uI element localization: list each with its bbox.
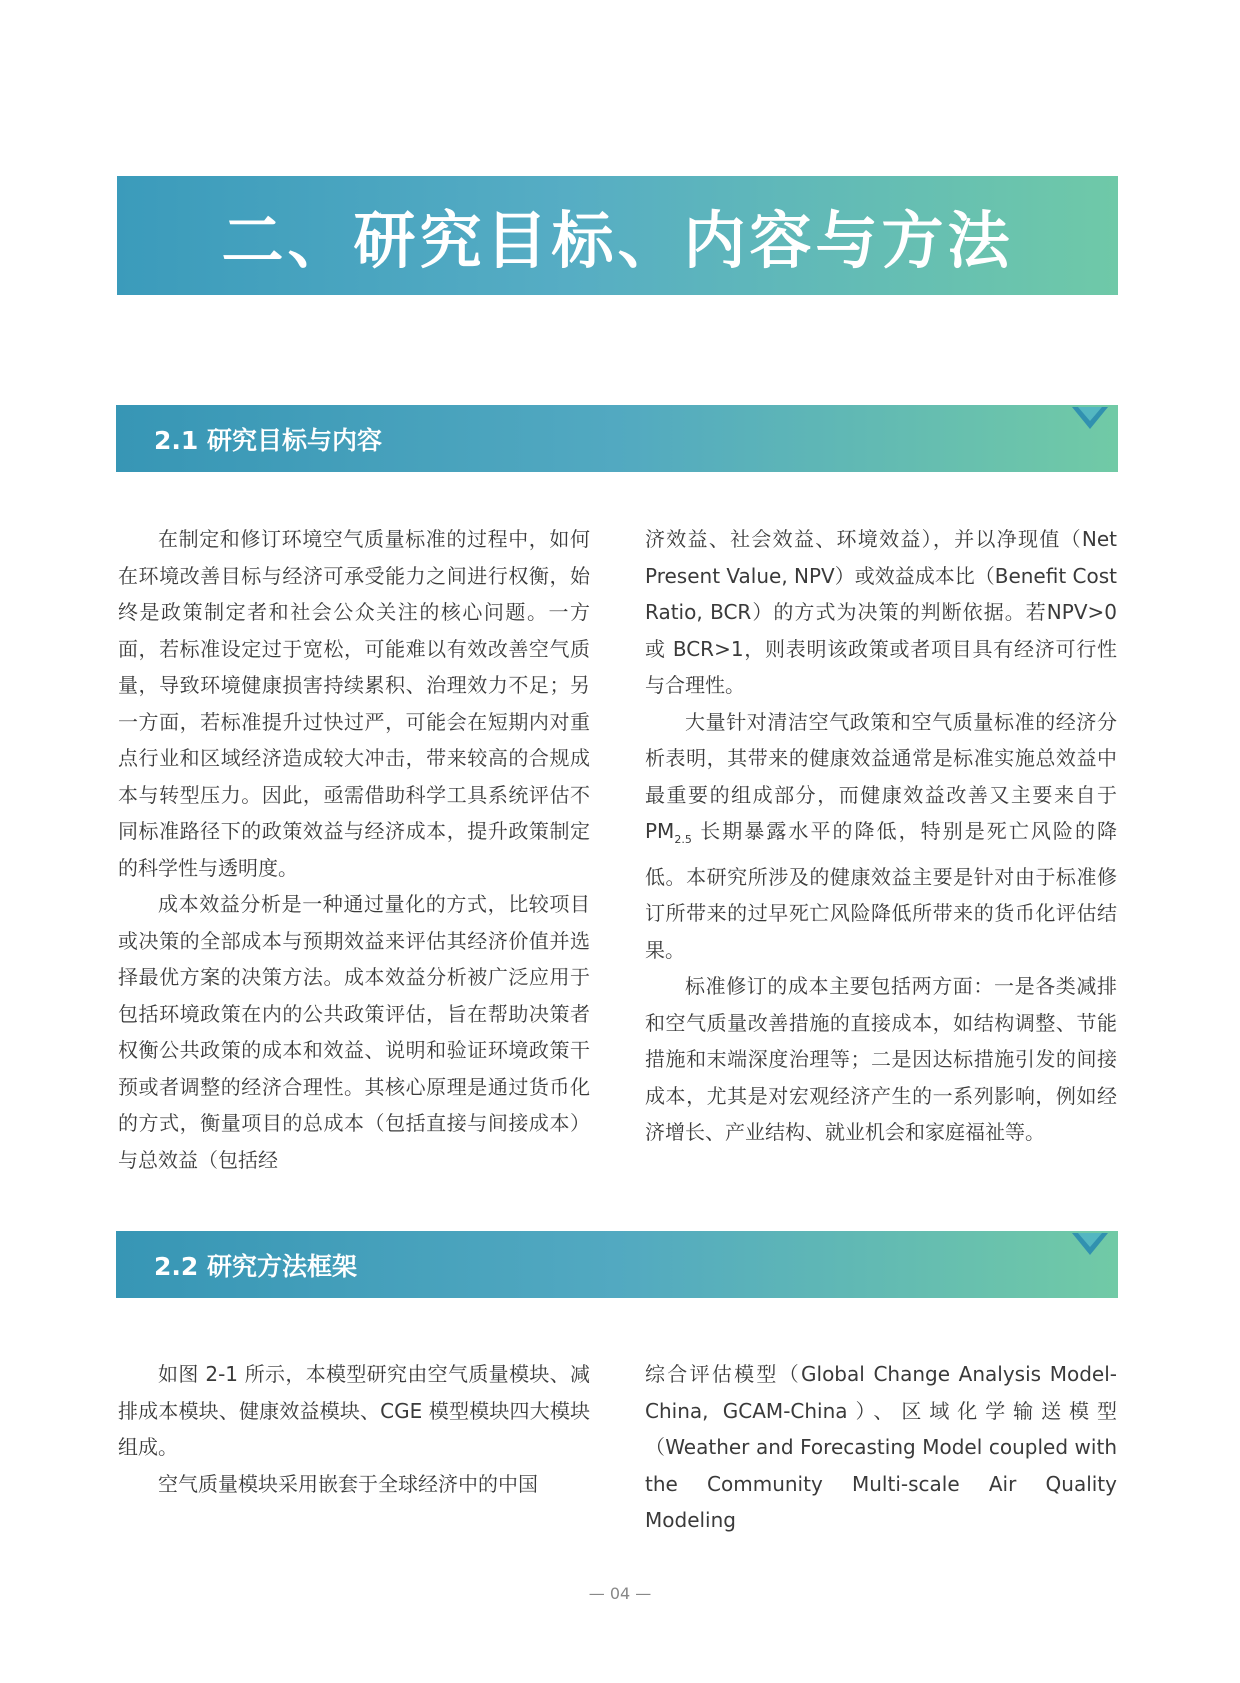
section2-left-column [118,1356,590,1502]
paragraph: 在制定和修订环境空气质量标准的过程中，如何在环境改善目标与经济可承受能力之间进行权衡，始终是政策制定者和社会公众关注的核心问题。一方面，若标准设定过于宽松，可能难以有效改善空气质量，导致环境健康损害持续累积、治理效力不足；另一方面，若标准提升过快过严，可能会在短期内对重点行业和区域经济造成较大冲击，带来较高的合规成本与转型压力。因此，亟需借助科学工具系统评估不同标准路径下的政策效益与经济成本，提升政策制定的科学性与透明度。 [118,527,590,880]
triangle-marker-icon [1070,405,1110,431]
section1-right-column [645,521,1117,1151]
paragraph: 济效益、社会效益、环境效益），并以净现值（Net Present Value, NPV）或效益成本比（Benefit Cost Ratio, BCR）的方式为决策的判断依据。若NPV>0 或 BCR>1，则表明该政策或者项目具有经济可行性与合理性。 [645,527,1118,697]
chapter-banner [117,176,1118,295]
paragraph: 大量针对清洁空气政策和空气质量标准的经济分析表明，其带来的健康效益通常是标准实施总效益中最重要的组成部分，而健康效益改善又主要来自于 $PM_{2.5}$ 长期暴露水平的降低，特别是死亡风险的降低。本研究所涉及的健康效益主要是针对由于标准修订所带来的过早死亡风险降低所带来的货币化评估结果。 [645,709,1117,962]
section2-right-column [645,1356,1117,1539]
page-number: — 04 — [588,1584,652,1603]
paragraph: 如图 2-1 所示，本模型研究由空气质量模块、减排成本模块、健康效益模块、CGE 模型模块四大模块组成。 [118,1362,590,1459]
paragraph: 标准修订的成本主要包括两方面：一是各类减排和空气质量改善措施的直接成本，如结构调整、节能措施和末端深度治理等；二是因达标措施引发的间接成本，尤其是对宏观经济产生的一系列影响，例如经济增长、产业结构、就业机会和家庭福祉等。 [645,974,1117,1144]
paragraph: 空气质量模块采用嵌套于全球经济中的中国 [158,1471,538,1496]
paragraph: 成本效益分析是一种通过量化的方式，比较项目或决策的全部成本与预期效益来评估其经济价值并选择最优方案的决策方法。成本效益分析被广泛应用于包括环境政策在内的公共政策评估，旨在帮助决策者权衡公共政策的成本和效益、说明和验证环境政策干预或者调整的经济合理性。其核心原理是通过货币化的方式，衡量项目的总成本（包括直接与间接成本）与总效益（包括经 [118,892,590,1172]
chapter-title: 二、研究目标、内容与方法 [221,204,1014,277]
section-title: 2.2 研究方法框架 [154,1251,357,1281]
paragraph: 综合评估模型（Global Change Analysis Model-China, GCAM-China）、区域化学输送模型（Weather and Forecasting Model coupled with the Community Multi-scale Air Quality Modeling [645,1362,1117,1532]
section1-left-column [118,521,590,1178]
section-header-2-2 [116,1231,1118,1298]
triangle-marker-icon [1070,1231,1110,1257]
section-header-2-1 [116,405,1118,472]
section-title: 2.1 研究目标与内容 [154,425,382,455]
